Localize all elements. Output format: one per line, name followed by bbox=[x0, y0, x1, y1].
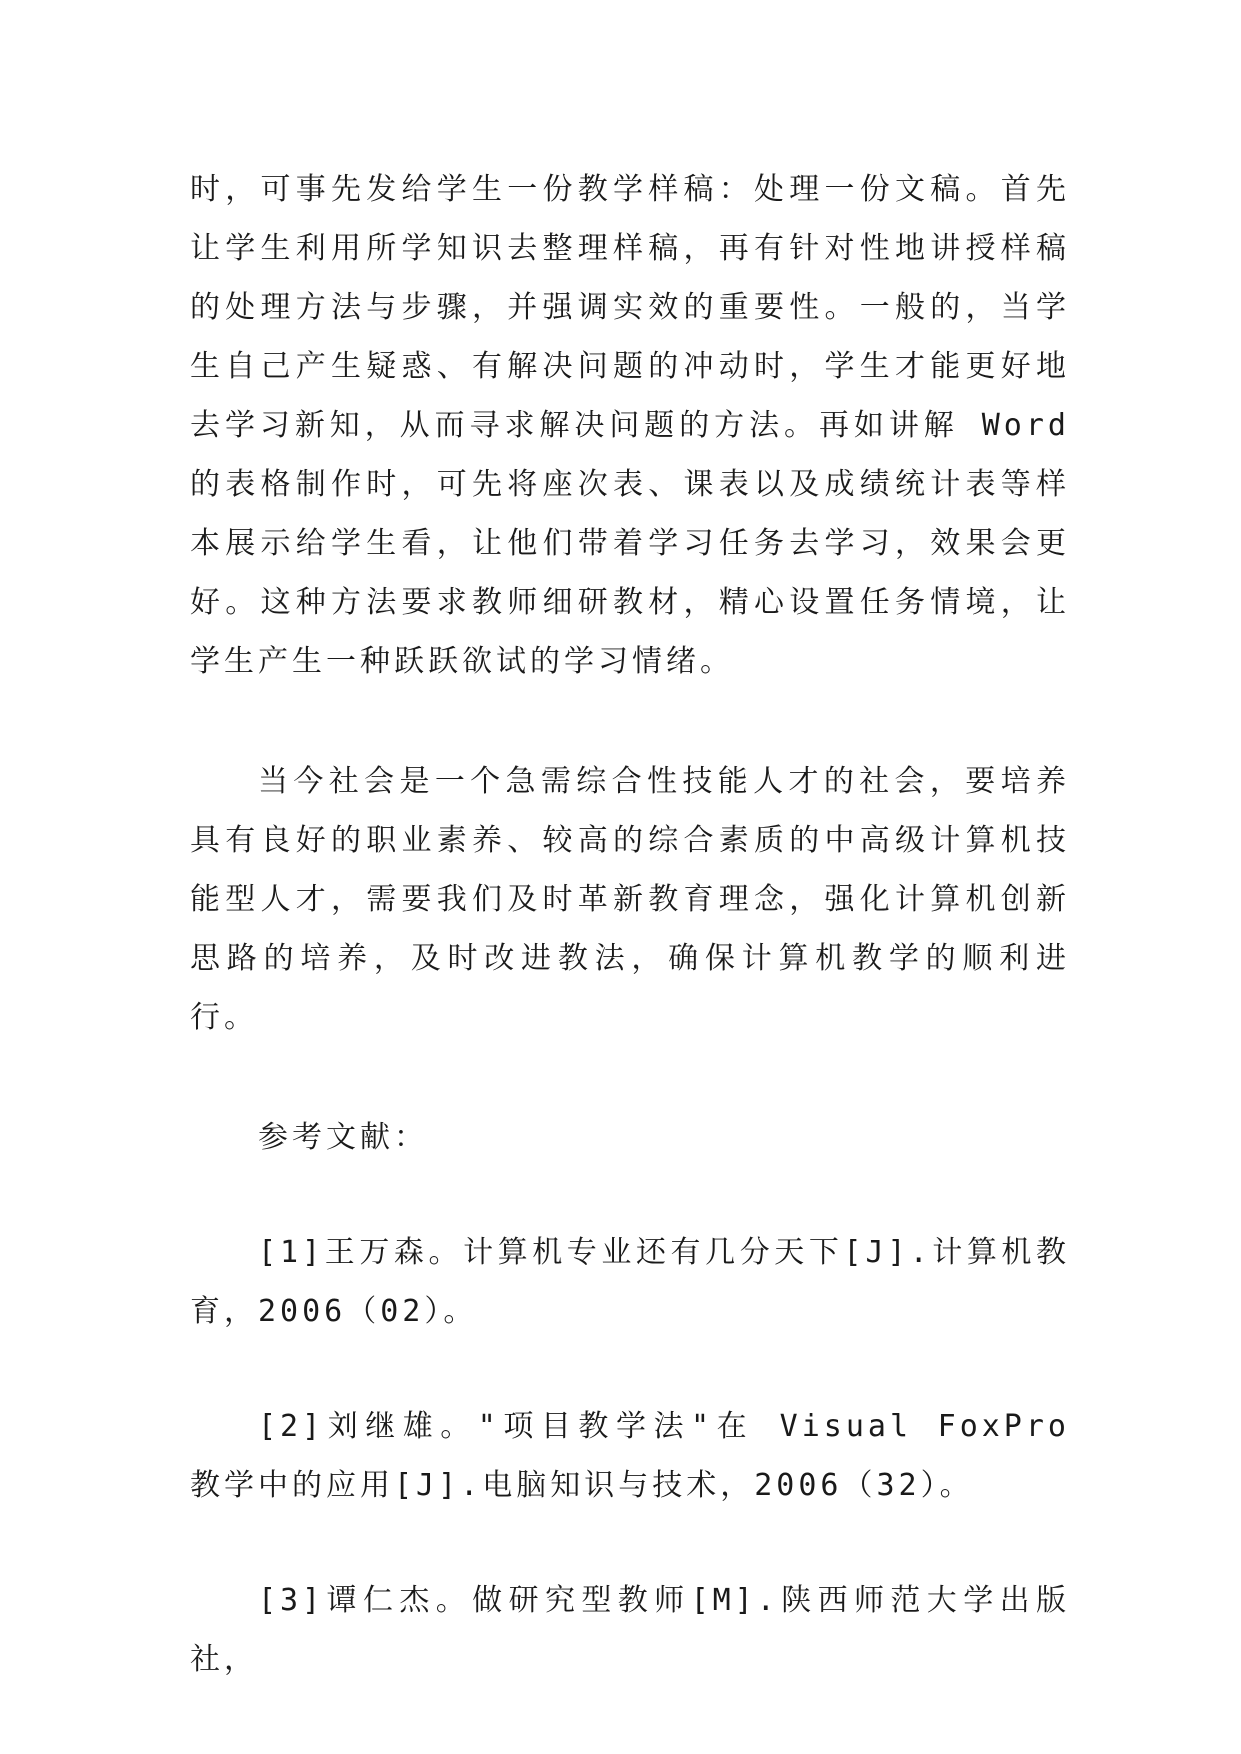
reference-item-2: [2]刘继雄。"项目教学法"在 Visual FoxPro 教学中的应用[J].电脑知识与技术，2006（32）。 bbox=[190, 1409, 1070, 1503]
document-page bbox=[190, 160, 1070, 1689]
body-paragraph-conclusion: 当今社会是一个急需综合性技能人才的社会，要培养具有良好的职业素养、较高的综合素质的中高级计算机技能型人才，需要我们及时革新教育理念，强化计算机创新思路的培养，及时改进教法，确保计算机教学的顺利进行。 bbox=[190, 764, 1070, 1035]
reference-item-1: [1]王万森。计算机专业还有几分天下[J].计算机教育，2006（02）。 bbox=[190, 1235, 1070, 1329]
reference-item-3: [3]谭仁杰。做研究型教师[M].陕西师范大学出版社， bbox=[190, 1583, 1070, 1677]
body-paragraph-continuation: 时，可事先发给学生一份教学样稿：处理一份文稿。首先让学生利用所学知识去整理样稿，再有针对性地讲授样稿的处理方法与步骤，并强调实效的重要性。一般的，当学生自己产生疑惑、有解决问题的冲动时，学生才能更好地去学习新知，从而寻求解决问题的方法。再如讲解 Word 的表格制作时，可先将座次表、课表以及成绩统计表等样本展示给学生看，让他们带着学习任务去学习，效果会更好。这种方法要求教师细研教材，精心设置任务情境，让学生产生一种跃跃欲试的学习情绪。 bbox=[190, 172, 1070, 679]
references-heading: 参考文献： bbox=[258, 1120, 428, 1155]
